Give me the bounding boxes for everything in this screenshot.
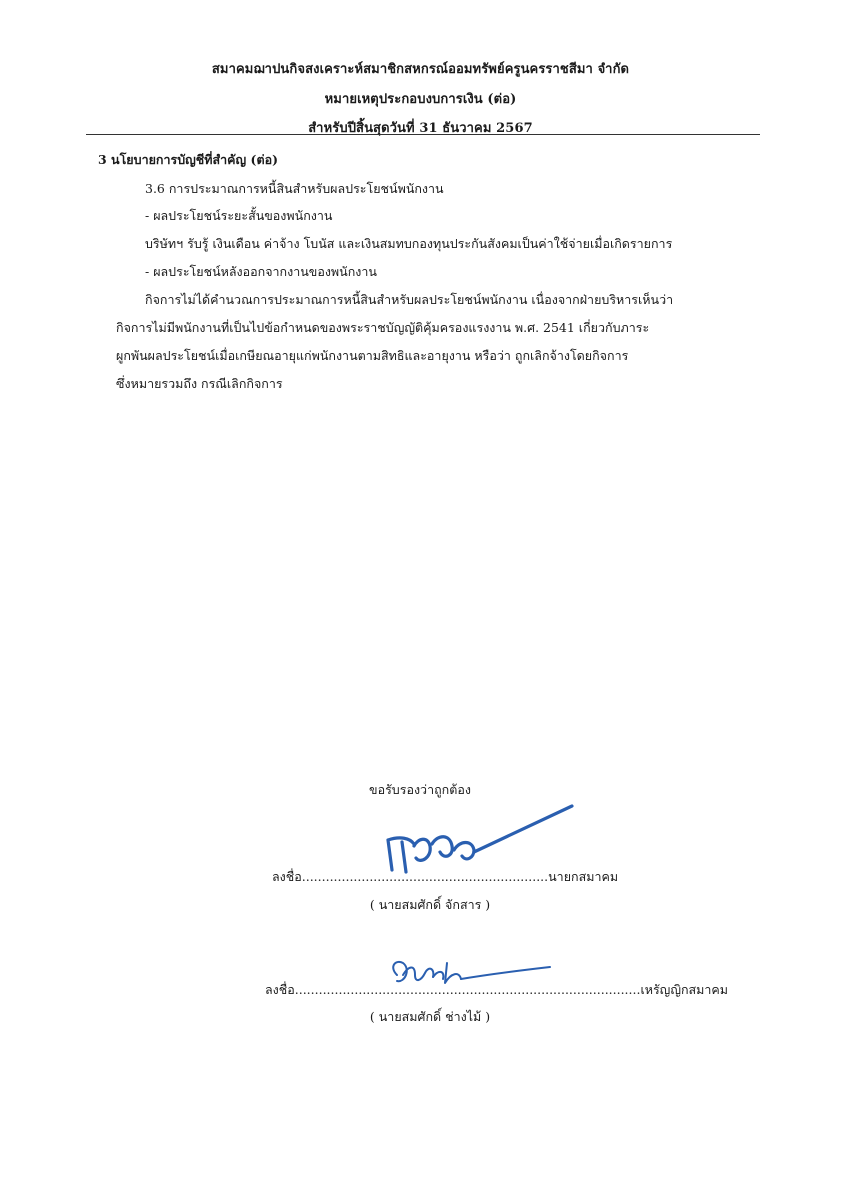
post-employment-benefit-item: - ผลประโยชน์หลังออกจากงานของพนักงาน <box>145 264 377 279</box>
paragraph-line: ซึ่งหมายรวมถึง กรณีเลิกกิจการ <box>116 376 283 391</box>
signature-dots: ....................................................................................... <box>294 982 641 997</box>
paragraph-line: กิจการไม่ได้คำนวณการประมาณการหนี้สินสำหรับผลประโยชน์พนักงาน เนื่องจากฝ่ายบริหารเห็นว่า <box>145 292 674 307</box>
period-title: สำหรับปีสิ้นสุดวันที่ 31 ธันวาคม 2567 <box>308 121 533 136</box>
short-term-benefit-item: - ผลประโยชน์ระยะสั้นของพนักงาน <box>145 208 333 223</box>
paragraph-line: ผูกพันผลประโยชน์เมื่อเกษียณอายุแก่พนักงานตามสิทธิและอายุงาน หรือว่า ถูกเลิกจ้างโดยกิจการ <box>116 348 629 363</box>
subsection-title: 3.6 การประมาณการหนี้สินสำหรับผลประโยชน์พนักงาน <box>145 181 444 196</box>
signer-2-title: เหรัญญิกสมาคม <box>640 982 729 997</box>
sign-label: ลงชื่อ <box>265 982 295 997</box>
signer-1-title: นายกสมาคม <box>548 869 619 884</box>
report-title: หมายเหตุประกอบงบการเงิน (ต่อ) <box>324 92 517 107</box>
header-divider <box>86 134 760 135</box>
org-title: สมาคมฌาปนกิจสงเคราะห์สมาชิกสหกรณ์ออมทรัพย์ครูนครราชสีมา จำกัด <box>211 62 630 77</box>
signature-dots: .............................................................. <box>301 869 549 884</box>
signature-line-2 <box>265 980 728 1000</box>
signature-line-1 <box>272 867 618 887</box>
signer-2-name: ( นายสมศักดิ์ ช่างไม้ ) <box>369 1009 491 1024</box>
section-heading: 3 นโยบายการบัญชีที่สำคัญ (ต่อ) <box>98 152 278 167</box>
signer-1-name: ( นายสมศักดิ์ จักสาร ) <box>369 897 491 912</box>
sign-label: ลงชื่อ <box>272 869 302 884</box>
certification-statement: ขอรับรองว่าถูกต้อง <box>369 782 471 797</box>
short-term-benefit-text: บริษัทฯ รับรู้ เงินเดือน ค่าจ้าง โบนัส และเงินสมทบกองทุนประกันสังคมเป็นค่าใช้จ่ายเมื่อเกิดรายการ <box>145 236 673 251</box>
paragraph-line: กิจการไม่มีพนักงานที่เป็นไปข้อกำหนดของพระราชบัญญัติคุ้มครองแรงงาน พ.ศ. 2541 เกี่ยวกับภาระ <box>116 320 650 335</box>
